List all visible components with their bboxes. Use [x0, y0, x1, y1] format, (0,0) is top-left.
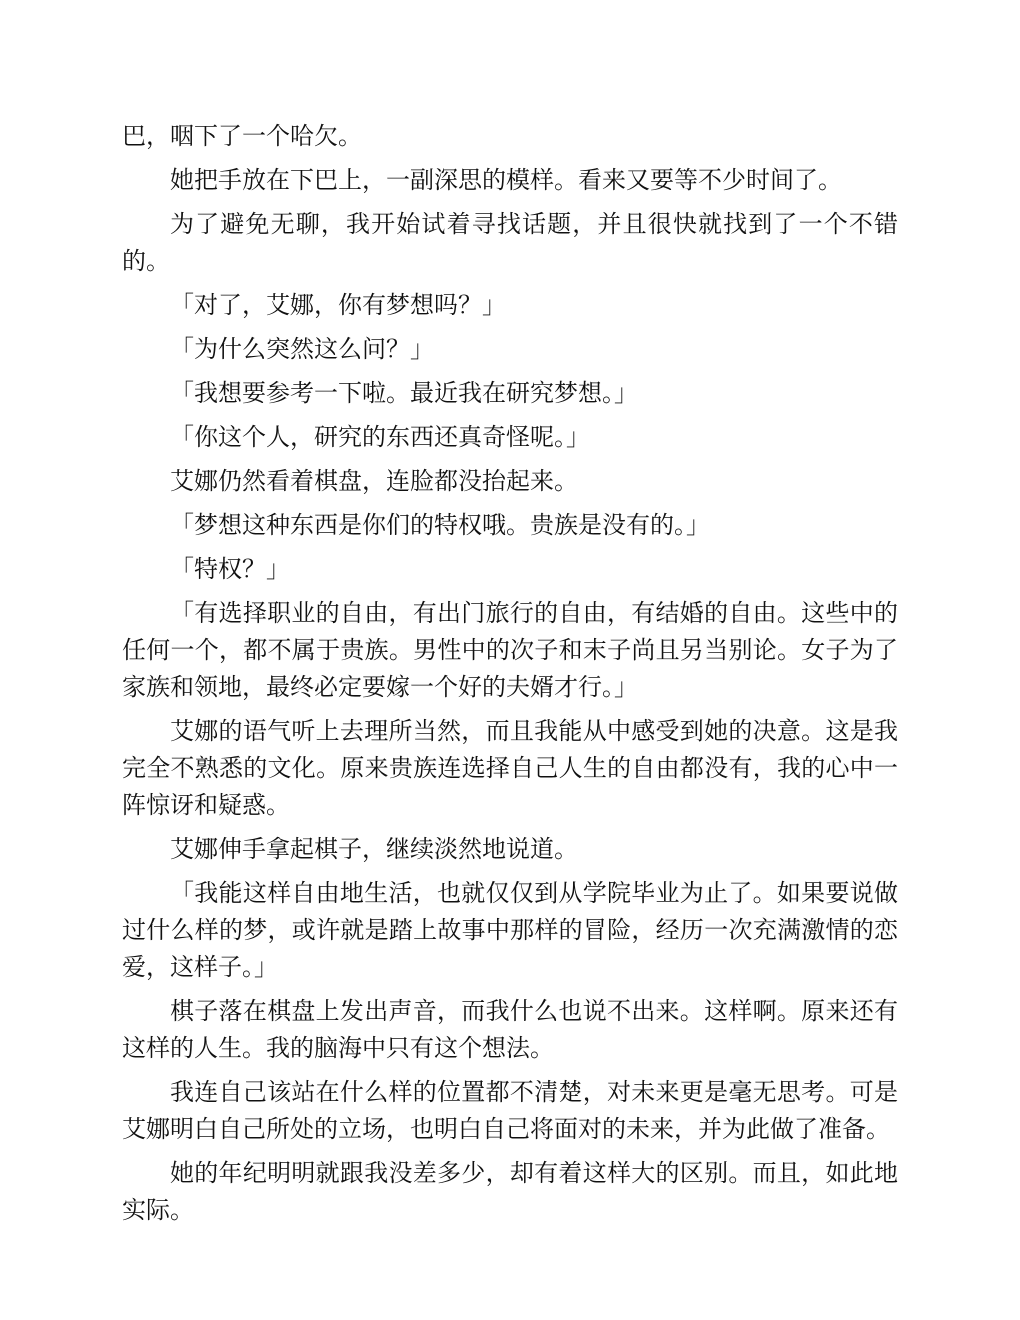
- dialogue-line: 「有选择职业的自由，有出门旅行的自由，有结婚的自由。这些中的任何一个，都不属于贵族。男性中的次子和末子尚且另当别论。女子为了家族和领地，最终必定要嫁一个好的夫婿才行。」: [122, 599, 898, 701]
- dialogue-line: 「特权？」: [170, 555, 290, 583]
- paragraph: 棋子落在棋盘上发出声音，而我什么也说不出来。这样啊。原来还有这样的人生。我的脑海中只有这个想法。: [122, 997, 898, 1062]
- document-page: [122, 118, 898, 1236]
- dialogue-line: 「你这个人，研究的东西还真奇怪呢。」: [170, 423, 590, 451]
- paragraph: 艾娜的语气听上去理所当然，而且我能从中感受到她的决意。这是我完全不熟悉的文化。原来贵族连选择自己人生的自由都没有，我的心中一阵惊讶和疑惑。: [122, 717, 898, 819]
- dialogue-line: 「我想要参考一下啦。最近我在研究梦想。」: [170, 379, 638, 407]
- paragraph: 她的年纪明明就跟我没差多少，却有着这样大的区别。而且，如此地实际。: [122, 1159, 898, 1224]
- paragraph: 艾娜伸手拿起棋子，继续淡然地说道。: [170, 835, 578, 863]
- paragraph: 我连自己该站在什么样的位置都不清楚，对未来更是毫无思考。可是艾娜明白自己所处的立场，也明白自己将面对的未来，并为此做了准备。: [122, 1078, 898, 1143]
- paragraph: 艾娜仍然看着棋盘，连脸都没抬起来。: [170, 467, 578, 495]
- paragraph: 她把手放在下巴上，一副深思的模样。看来又要等不少时间了。: [170, 166, 842, 194]
- dialogue-line: 「我能这样自由地生活，也就仅仅到从学院毕业为止了。如果要说做过什么样的梦，或许就是踏上故事中那样的冒险，经历一次充满激情的恋爱，这样子。」: [122, 879, 898, 981]
- dialogue-line: 「为什么突然这么问？」: [170, 335, 434, 363]
- dialogue-line: 「梦想这种东西是你们的特权哦。贵族是没有的。」: [170, 511, 710, 539]
- paragraph: 为了避免无聊，我开始试着寻找话题，并且很快就找到了一个不错的。: [122, 210, 898, 275]
- paragraph-continuation: 巴，咽下了一个哈欠。: [122, 122, 362, 150]
- dialogue-line: 「对了，艾娜，你有梦想吗？」: [170, 291, 506, 319]
